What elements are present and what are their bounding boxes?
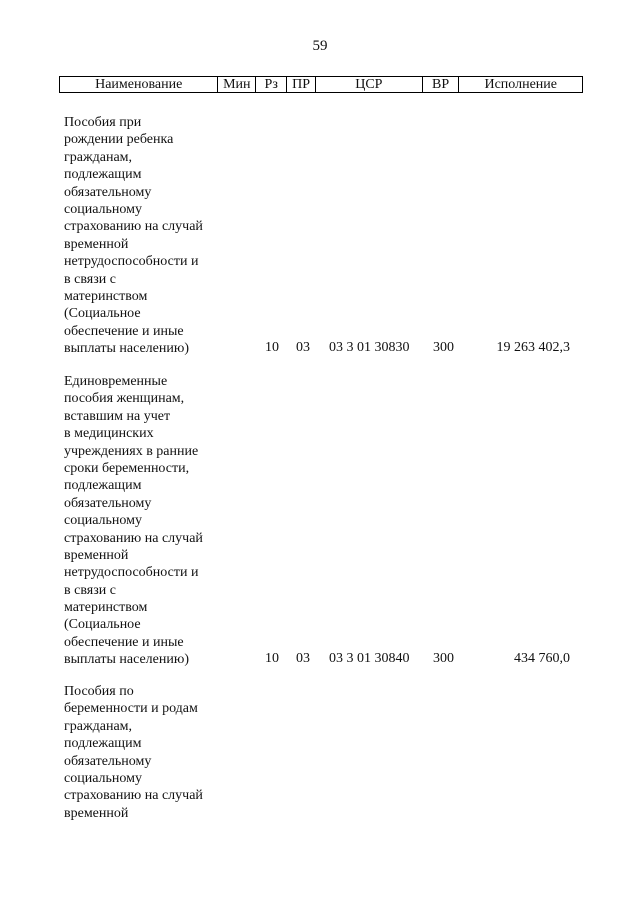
row-name-line: нетрудоспособности и bbox=[64, 565, 199, 581]
row-vr: 300 bbox=[433, 340, 454, 355]
header-name: Наименование bbox=[60, 77, 218, 92]
row-name-line: социальному bbox=[64, 513, 142, 529]
page-number: 59 bbox=[312, 38, 328, 54]
row-name-line: временной bbox=[64, 547, 129, 563]
row-name-line: Пособия при bbox=[64, 115, 142, 130]
header-isp: Исполнение bbox=[484, 77, 558, 92]
row-name-line: в связи с bbox=[64, 271, 116, 287]
row-name bbox=[64, 114, 224, 357]
header-csr: ЦСР bbox=[316, 77, 423, 92]
row-name-line: Пособия по bbox=[64, 684, 134, 699]
row-name-line: обязательному bbox=[64, 495, 152, 511]
row-rz: 10 bbox=[265, 651, 279, 666]
row-csr: 03 3 01 30830 bbox=[329, 340, 410, 355]
row-name-line: (Социальное bbox=[64, 617, 141, 633]
row-name-line: подлежащим bbox=[64, 736, 142, 752]
row-name bbox=[64, 683, 224, 822]
header-vr: ВР bbox=[423, 77, 460, 92]
row-name-line: страхованию на случай bbox=[64, 219, 203, 235]
row-pr: 03 bbox=[296, 340, 310, 355]
row-name-line: страхованию на случай bbox=[64, 530, 203, 546]
row-name-line: Единовременные bbox=[64, 374, 168, 389]
row-name bbox=[64, 373, 224, 669]
row-name-line: рождении ребенка bbox=[64, 132, 174, 148]
row-name-line: обеспечение и иные bbox=[64, 634, 184, 650]
row-name-line: временной bbox=[64, 236, 129, 252]
row-name-line: беременности и родам bbox=[64, 701, 198, 717]
row-name-line: гражданам, bbox=[64, 718, 133, 734]
row-name-line: социальному bbox=[64, 770, 142, 786]
row-name-line: гражданам, bbox=[64, 149, 133, 165]
row-name-line: нетрудоспособности и bbox=[64, 254, 199, 270]
row-name-line: учреждениях в ранние bbox=[64, 443, 199, 459]
header-min: Мин bbox=[218, 77, 256, 92]
row-name-line: подлежащим bbox=[64, 167, 142, 183]
row-vr: 300 bbox=[433, 651, 454, 666]
row-name-line: временной bbox=[64, 805, 129, 821]
header-pr: ПР bbox=[287, 77, 316, 92]
row-isp: 434 760,0 bbox=[514, 651, 570, 666]
row-csr: 03 3 01 30840 bbox=[329, 651, 410, 666]
row-pr: 03 bbox=[296, 651, 310, 666]
row-name-line: вставшим на учет bbox=[64, 408, 171, 424]
row-name-line: сроки беременности, bbox=[64, 460, 190, 476]
row-name-line: выплаты населению) bbox=[64, 341, 189, 357]
header-rz: Рз bbox=[256, 77, 287, 92]
row-name-line: подлежащим bbox=[64, 478, 142, 494]
table-header bbox=[59, 76, 583, 93]
row-isp: 19 263 402,3 bbox=[496, 340, 570, 355]
row-name-line: обеспечение и иные bbox=[64, 323, 184, 339]
row-name-line: социальному bbox=[64, 201, 142, 217]
row-name-line: обязательному bbox=[64, 753, 152, 769]
row-name-line: в медицинских bbox=[64, 426, 154, 442]
row-name-line: в связи с bbox=[64, 582, 116, 598]
row-name-line: материнством bbox=[64, 288, 148, 304]
row-name-line: выплаты населению) bbox=[64, 652, 189, 668]
row-name-line: обязательному bbox=[64, 184, 152, 200]
row-name-line: (Социальное bbox=[64, 306, 141, 322]
row-name-line: материнством bbox=[64, 600, 148, 616]
row-name-line: страхованию на случай bbox=[64, 788, 203, 804]
row-rz: 10 bbox=[265, 340, 279, 355]
row-name-line: пособия женщинам, bbox=[64, 391, 185, 407]
